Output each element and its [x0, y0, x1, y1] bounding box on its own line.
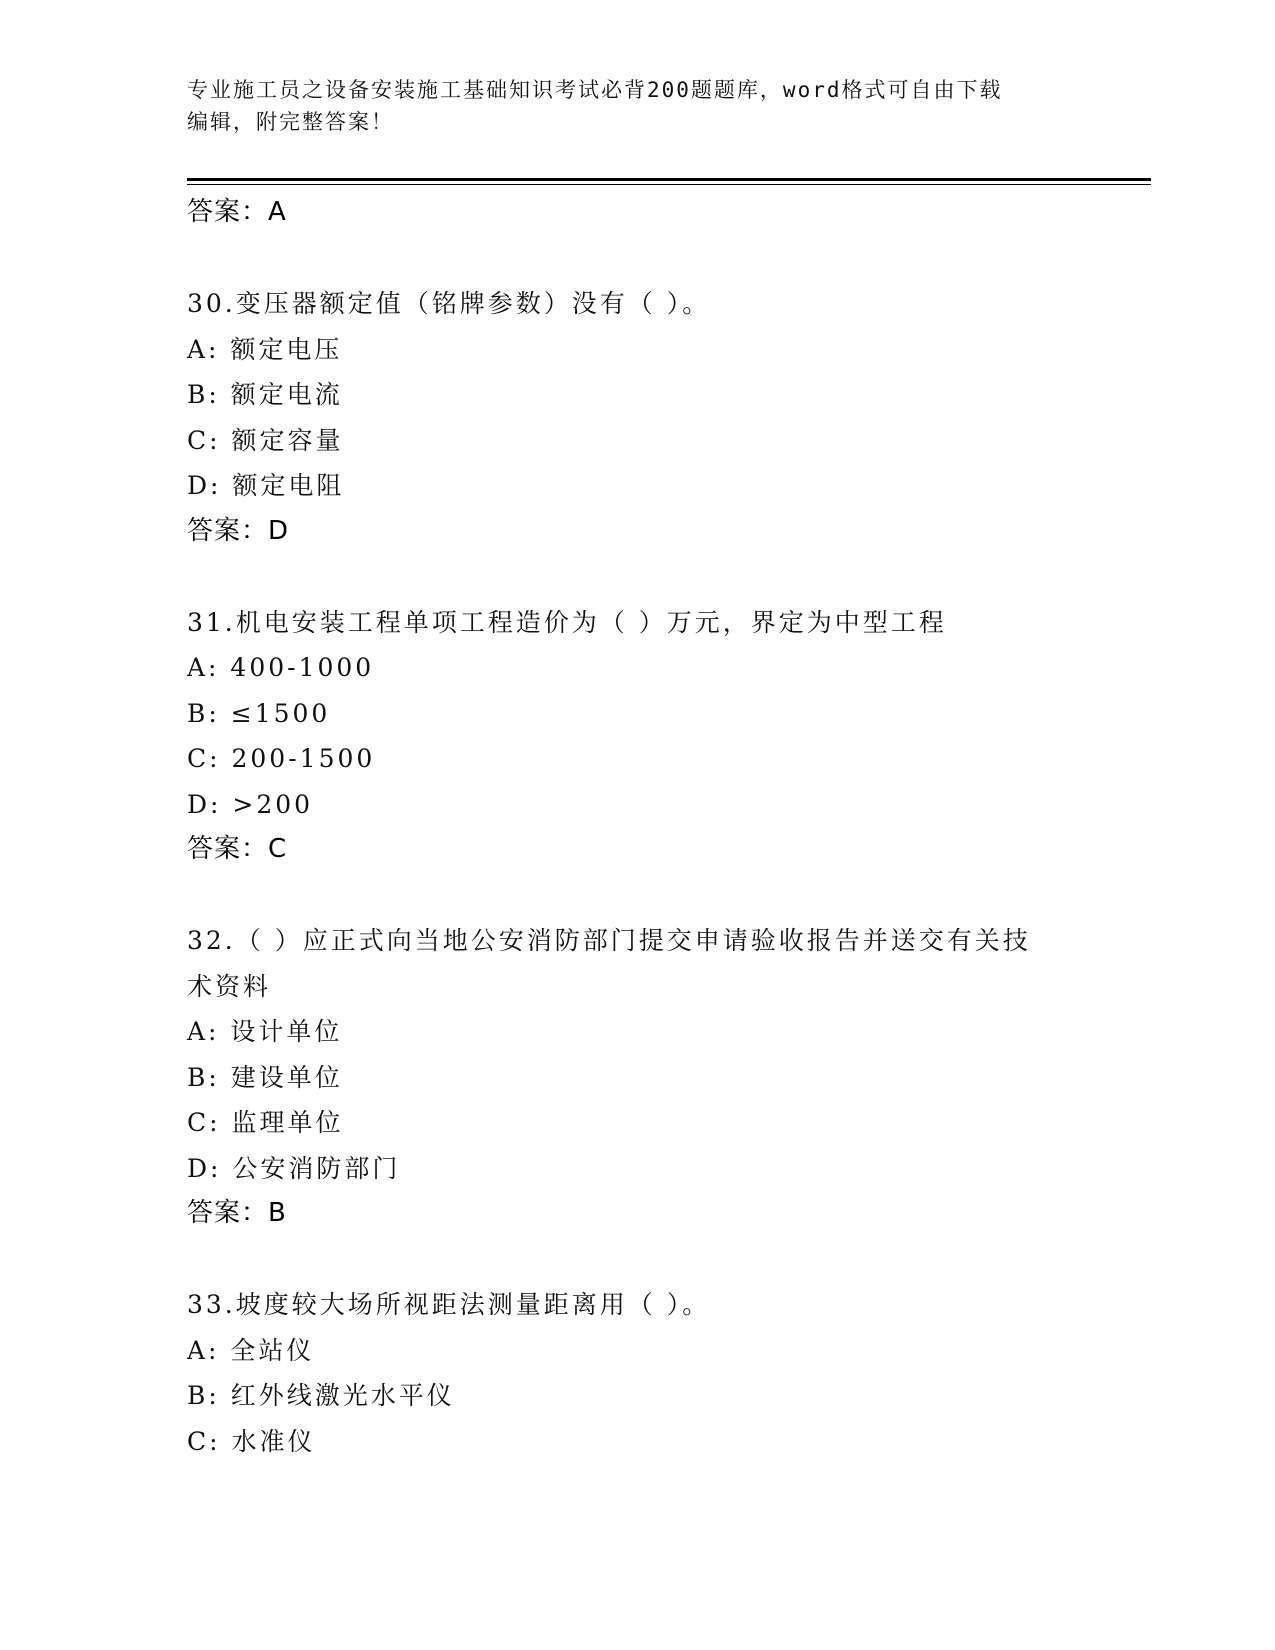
option-d: D: 公安消防部门: [187, 1153, 401, 1183]
answer-line: 答案：D: [187, 515, 290, 546]
option-d: D: 额定电阻: [187, 471, 345, 500]
question-item: [187, 1282, 1087, 1464]
header-rule-thick: [187, 178, 1151, 181]
option-c: C: 监理单位: [187, 1108, 344, 1137]
option-b: B: 额定电流: [187, 380, 343, 409]
option-b: B: ≤1500: [187, 698, 331, 728]
answer-line: 答案：C: [187, 834, 288, 864]
option-a: A: 设计单位: [187, 1017, 343, 1046]
header-line-1: 专业施工员之设备安装施工基础知识考试必背200题题库，word格式可自由下载: [187, 78, 1003, 102]
option-a: A: 400-1000: [187, 653, 375, 682]
question-stem: 31.机电安装工程单项工程造价为（ ）万元，界定为中型工程: [187, 607, 947, 637]
option-b: B: 建设单位: [187, 1062, 343, 1092]
option-b: B: 红外线激光水平仪: [187, 1381, 455, 1410]
spacer: [187, 236, 1087, 282]
document-header: [187, 74, 1087, 138]
question-stem: 33.坡度较大场所视距法测量距离用（ ）。: [187, 1290, 711, 1319]
option-d: D: >200: [187, 789, 314, 819]
question-item: [187, 600, 1087, 873]
question-item: [187, 281, 1087, 554]
option-c: C: 水准仪: [187, 1426, 316, 1456]
spacer: [187, 554, 1087, 600]
option-c: C: 200-1500: [187, 744, 376, 773]
question-list: [187, 190, 1087, 1464]
question-stem-line-1: 32.（ ）应正式向当地公安消防部门提交申请验收报告并送交有关技: [187, 926, 1031, 955]
question-stem-line-2: 术资料: [187, 971, 272, 1001]
question-stem: 30.变压器额定值（铭牌参数）没有（ ）。: [187, 289, 711, 318]
question-item: [187, 918, 1087, 1237]
answer-line: 答案：B: [187, 1198, 287, 1228]
option-c: C: 额定容量: [187, 425, 344, 455]
option-a: A: 额定电压: [187, 334, 343, 364]
header-line-2: 编辑，附完整答案！: [187, 110, 394, 134]
spacer: [187, 873, 1087, 919]
spacer: [187, 1237, 1087, 1283]
previous-answer: 答案：A: [187, 197, 287, 227]
option-a: A: 全站仪: [187, 1335, 315, 1365]
header-rule-thin: [187, 184, 1151, 185]
